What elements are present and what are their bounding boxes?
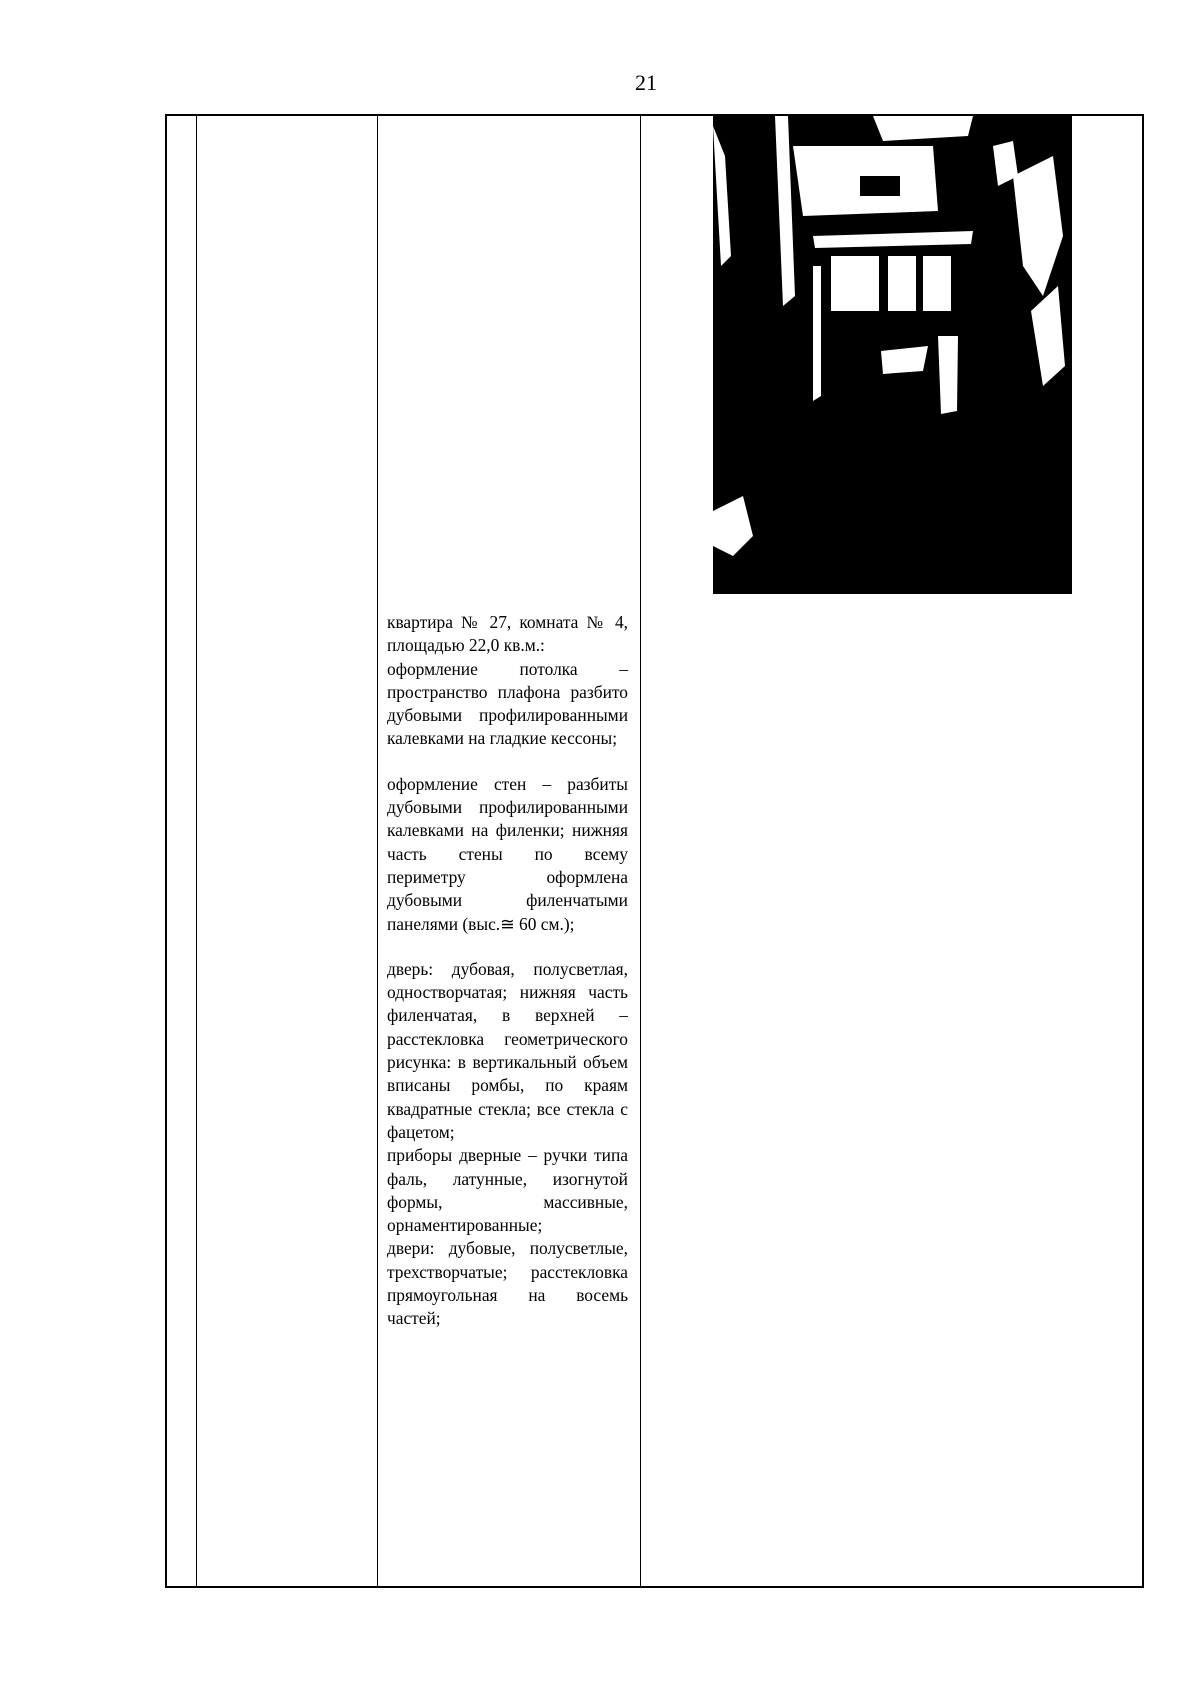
photo-highlight [831,256,879,311]
paragraph-gap [387,936,628,958]
photo-highlight [888,256,916,311]
description-paragraph: двери: дубовые, полусветлые, трехстворчатые; расстекловка прямоугольная на восемь частей; [387,1238,628,1329]
photo-shadow [860,176,900,196]
page-number: 21 [635,70,657,95]
photo-highlight [813,266,821,401]
column-divider [640,116,641,1586]
photo-highlight [923,256,951,311]
description-paragraph: оформление потолка – пространство плафона разбито дубовыми профилированными калевками на гладкие кессоны; [387,658,628,749]
table-frame [165,114,1144,1588]
interior-photo [713,116,1072,594]
paragraph-gap [387,751,628,773]
description-paragraph: дверь: дубовая, полусветлая, одностворчатая; нижняя часть филенчатая, в верхней – расстекловка геометрического рисунка: в вертикальный объем вписаны ромбы, по краям квадратные стекла; все стекла с фацетом; [387,958,628,1142]
description-paragraph: оформление стен – разбиты дубовыми профилированными калевками на филенки; нижняя часть стены по всему периметру оформлена дубовыми филенчатыми панелями (выс.≅ 60 см.); [387,773,628,934]
description-paragraph: приборы дверные – ручки типа фаль, латунные, изогнутой формы, массивные, орнаментированные; [387,1145,628,1236]
description-cell [387,611,628,1331]
column-divider [377,116,378,1586]
column-divider [196,116,197,1586]
description-paragraph: квартира № 27, комната № 4, площадью 22,0 кв.м.: [387,612,628,656]
photo-highlight [938,336,958,414]
